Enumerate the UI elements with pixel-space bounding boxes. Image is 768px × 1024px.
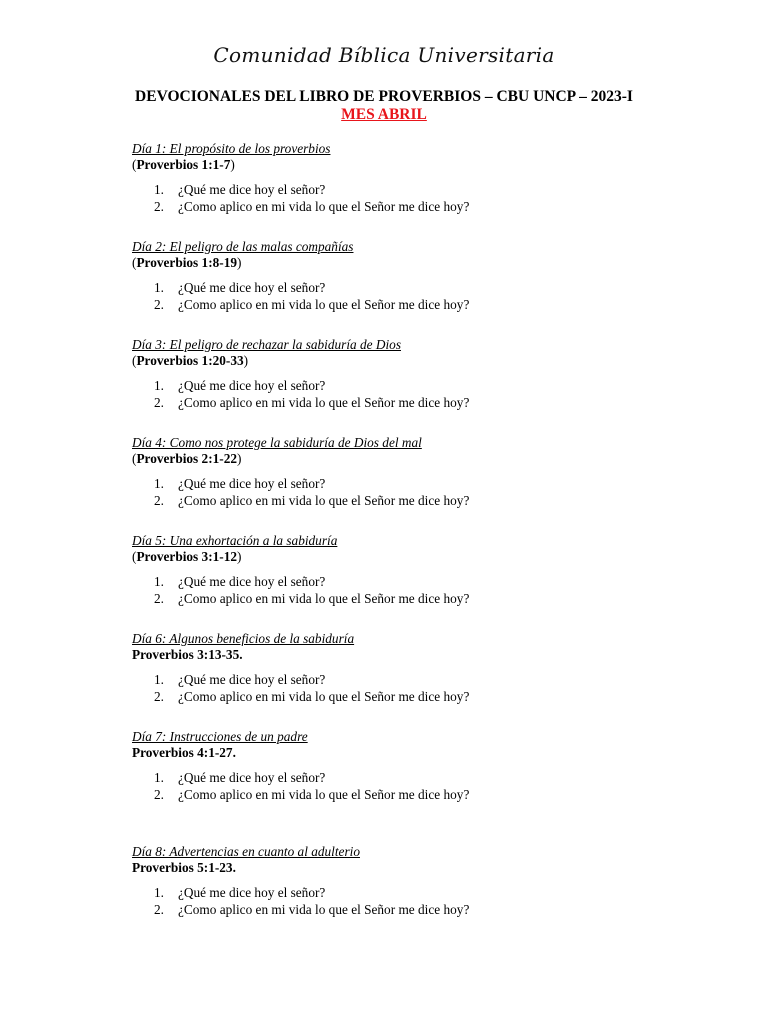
ref-open-paren: ( <box>132 549 137 564</box>
question-text: ¿Como aplico en mi vida lo que el Señor me dice hoy? <box>178 787 470 802</box>
question-item <box>154 296 469 313</box>
question-list <box>154 671 469 705</box>
ref-open-paren: ( <box>132 255 137 270</box>
document-header: Comunidad Bíblica Universitaria <box>213 43 555 67</box>
question-item <box>154 590 469 607</box>
day-title: Día 1: El propósito de los proverbios <box>132 141 331 156</box>
question-text: ¿Qué me dice hoy el señor? <box>178 280 326 295</box>
day-title: Día 5: Una exhortación a la sabiduría <box>132 533 338 548</box>
question-list <box>154 884 469 918</box>
question-item <box>154 279 469 296</box>
question-number: 2. <box>154 199 164 214</box>
question-number: 1. <box>154 885 164 900</box>
question-list <box>154 181 469 215</box>
question-text: ¿Qué me dice hoy el señor? <box>178 672 326 687</box>
day-title: Día 4: Como nos protege la sabiduría de Dios del mal <box>132 435 422 450</box>
ref-close-paren: ) <box>237 451 242 466</box>
ref-open-paren: ( <box>132 157 137 172</box>
devotional-day <box>132 729 692 802</box>
question-text: ¿Como aplico en mi vida lo que el Señor me dice hoy? <box>178 395 470 410</box>
question-item <box>154 884 469 901</box>
devotional-day <box>132 435 692 508</box>
day-title: Día 7: Instrucciones de un padre <box>132 729 308 744</box>
ref-close-paren: ) <box>230 157 235 172</box>
question-item <box>154 671 469 688</box>
question-item <box>154 573 469 590</box>
ref-close-paren: ) <box>237 549 242 564</box>
question-text: ¿Como aplico en mi vida lo que el Señor me dice hoy? <box>178 493 470 508</box>
scripture-reference <box>132 255 692 271</box>
question-item <box>154 786 469 803</box>
question-text: ¿Qué me dice hoy el señor? <box>178 770 326 785</box>
question-number: 1. <box>154 476 164 491</box>
scripture-reference <box>132 647 692 663</box>
document-title: DEVOCIONALES DEL LIBRO DE PROVERBIOS – CBU UNCP – 2023-I <box>135 88 633 105</box>
scripture-reference <box>132 451 692 467</box>
ref-open-paren: ( <box>132 353 137 368</box>
question-list <box>154 377 469 411</box>
question-item <box>154 181 469 198</box>
ref-text: Proverbios 3:1-12 <box>136 549 238 564</box>
scripture-reference <box>132 745 692 761</box>
day-title: Día 3: El peligro de rechazar la sabiduría de Dios <box>132 337 401 352</box>
question-item <box>154 688 469 705</box>
question-item <box>154 377 469 394</box>
ref-text: Proverbios 1:8-19 <box>136 255 238 270</box>
ref-text: Proverbios 5:1-23. <box>132 860 236 875</box>
question-number: 2. <box>154 689 164 704</box>
ref-close-paren: ) <box>237 255 242 270</box>
question-text: ¿Como aplico en mi vida lo que el Señor me dice hoy? <box>178 591 470 606</box>
scripture-reference <box>132 353 692 369</box>
question-number: 2. <box>154 787 164 802</box>
ref-close-paren: ) <box>243 353 249 368</box>
ref-text: Proverbios 3:13-35. <box>132 647 243 662</box>
question-text: ¿Qué me dice hoy el señor? <box>178 378 326 393</box>
question-text: ¿Como aplico en mi vida lo que el Señor me dice hoy? <box>178 689 470 704</box>
question-number: 1. <box>154 182 164 197</box>
question-list <box>154 475 469 509</box>
question-number: 2. <box>154 395 164 410</box>
scripture-reference <box>132 157 692 173</box>
question-number: 1. <box>154 574 164 589</box>
question-text: ¿Qué me dice hoy el señor? <box>178 182 326 197</box>
question-list <box>154 279 469 313</box>
ref-text: Proverbios 1:20-33 <box>136 353 244 368</box>
month-heading: MES ABRIL <box>341 106 427 123</box>
ref-text: Proverbios 4:1-27. <box>132 745 236 760</box>
question-number: 1. <box>154 378 164 393</box>
devotional-day <box>132 631 692 704</box>
question-text: ¿Como aplico en mi vida lo que el Señor me dice hoy? <box>178 902 470 917</box>
question-text: ¿Como aplico en mi vida lo que el Señor me dice hoy? <box>178 297 470 312</box>
question-list <box>154 573 469 607</box>
ref-open-paren: ( <box>132 451 137 466</box>
scripture-reference <box>132 860 692 876</box>
devotional-day <box>132 141 692 214</box>
question-number: 1. <box>154 672 164 687</box>
question-number: 1. <box>154 280 164 295</box>
question-number: 2. <box>154 493 164 508</box>
question-item <box>154 475 469 492</box>
question-text: ¿Qué me dice hoy el señor? <box>178 476 326 491</box>
question-number: 1. <box>154 770 164 785</box>
question-item <box>154 394 469 411</box>
question-item <box>154 492 469 509</box>
question-number: 2. <box>154 297 164 312</box>
question-text: ¿Como aplico en mi vida lo que el Señor me dice hoy? <box>178 199 470 214</box>
question-list <box>154 769 469 803</box>
devotional-day <box>132 844 692 917</box>
devotional-day <box>132 533 692 606</box>
devotional-day <box>132 337 692 410</box>
day-title: Día 8: Advertencias en cuanto al adulterio <box>132 844 360 859</box>
question-text: ¿Qué me dice hoy el señor? <box>178 885 326 900</box>
day-title: Día 6: Algunos beneficios de la sabiduría <box>132 631 355 646</box>
ref-text: Proverbios 1:1-7 <box>136 157 231 172</box>
question-item <box>154 769 469 786</box>
day-title: Día 2: El peligro de las malas compañías <box>132 239 354 254</box>
ref-text: Proverbios 2:1-22 <box>136 451 238 466</box>
question-text: ¿Qué me dice hoy el señor? <box>178 574 326 589</box>
question-number: 2. <box>154 591 164 606</box>
question-item <box>154 901 469 918</box>
scripture-reference <box>132 549 692 565</box>
question-item <box>154 198 469 215</box>
devotional-day <box>132 239 692 312</box>
question-number: 2. <box>154 902 164 917</box>
